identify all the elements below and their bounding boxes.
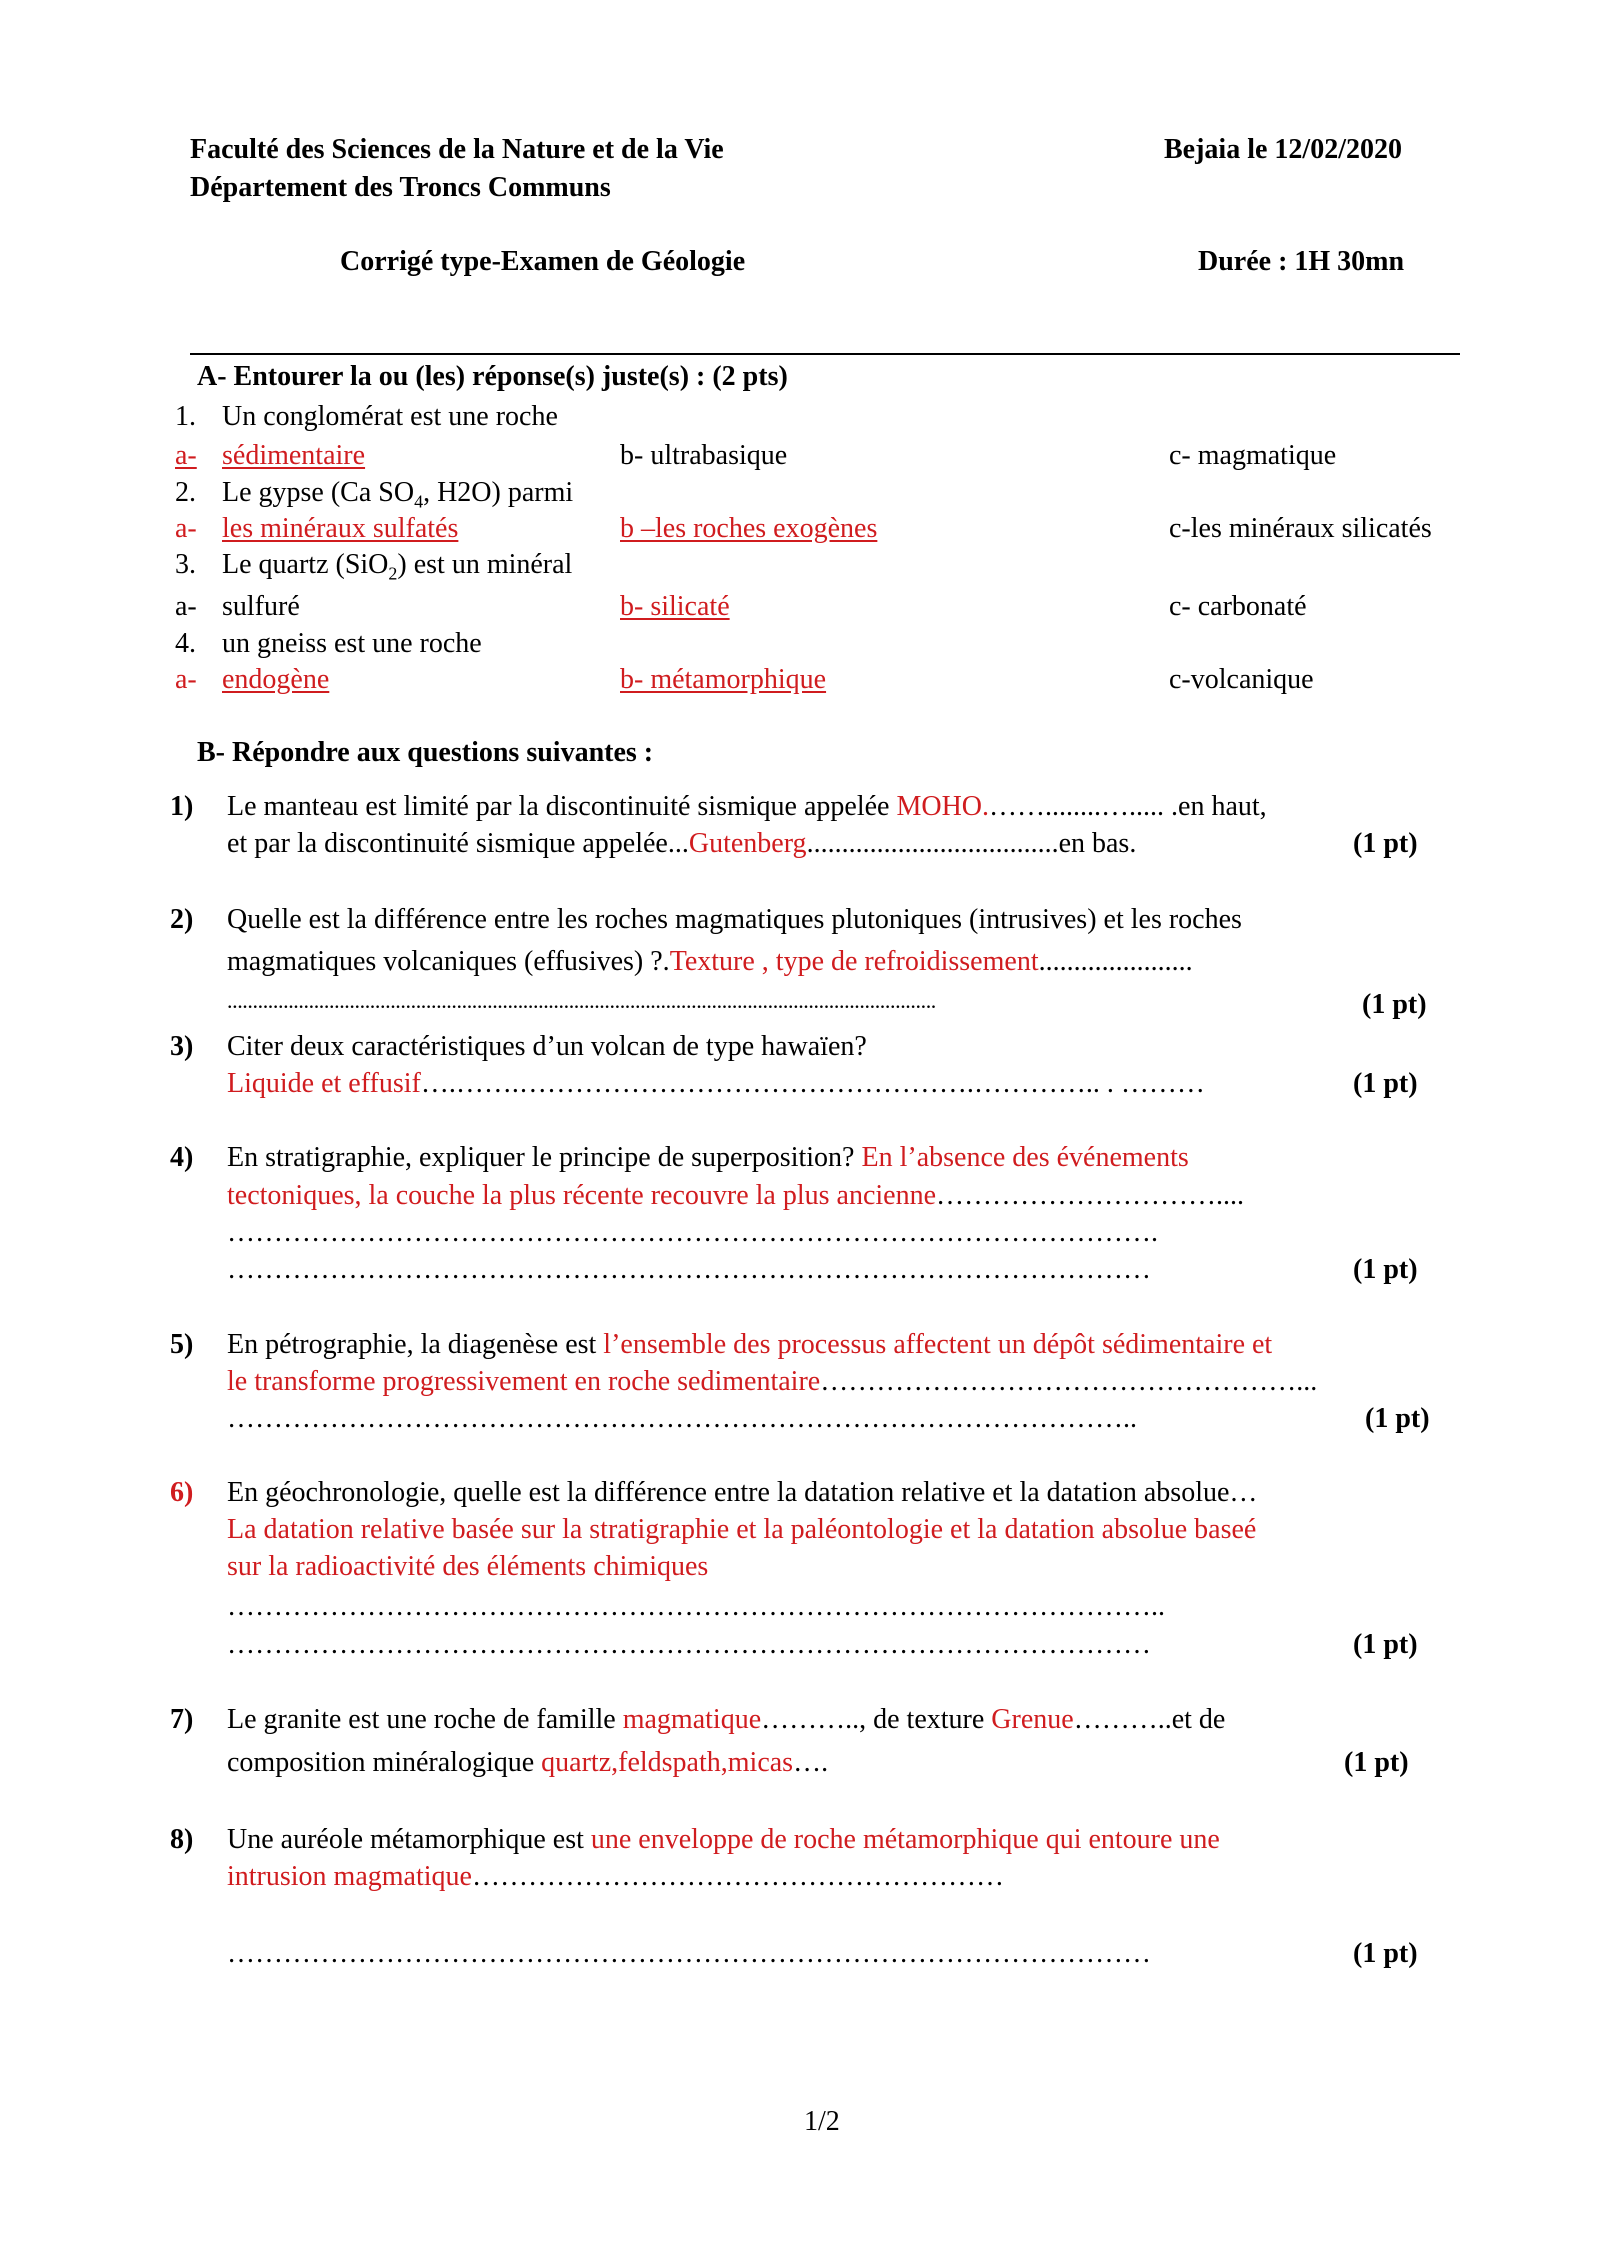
qa1-option-b: b- ultrabasique (620, 440, 788, 471)
qb3-line2: Liquide et effusif….…….………………………………………….………….. . ……… (227, 1068, 1205, 1099)
qb3-points: (1 pt) (1353, 1068, 1418, 1099)
qb4-answer-dots-1: ………………………………………………………………………………………. (227, 1217, 1158, 1248)
qb7-line2: composition minéralogique quartz,feldspath,micas…. (227, 1747, 829, 1778)
qa2-number: 2. (175, 477, 196, 508)
qb8-answer-dots: ……………………………………………………………………………………… (227, 1938, 1151, 1969)
page-number: 1/2 (804, 2106, 840, 2137)
qa1-number: 1. (175, 401, 196, 432)
qb5-line1: En pétrographie, la diagenèse est l’ensemble des processus affectent un dépôt sédimentaire et (227, 1329, 1273, 1360)
qa2-option-a: les minéraux sulfatés (222, 513, 459, 544)
qb2-number: 2) (170, 904, 194, 935)
qa4-option-b: b- métamorphique (620, 664, 827, 695)
qa4-number: 4. (175, 628, 196, 659)
qb4-line2: tectoniques, la couche la plus récente recouvre la plus ancienne………………………….... (227, 1180, 1245, 1211)
qb3-line1: Citer deux caractéristiques d’un volcan de type hawaïen? (227, 1031, 867, 1062)
qb8-line1: Une auréole métamorphique est une enveloppe de roche métamorphique qui entoure une (227, 1824, 1220, 1855)
qb6-line1: En géochronologie, quelle est la différence entre la datation relative et la datation absolue… (227, 1477, 1258, 1508)
qa3-number: 3. (175, 549, 196, 580)
qa3-option-c: c- carbonaté (1169, 591, 1307, 622)
qb4-points: (1 pt) (1353, 1254, 1418, 1285)
qa4-option-a-letter: a- (175, 664, 197, 695)
qb5-answer-dots: …………………………………………………………………………………….. (227, 1403, 1137, 1434)
department-name: Département des Troncs Communs (190, 172, 611, 203)
qb4-answer-dots-2: ……………………………………………………………………………………… (227, 1254, 1151, 1285)
qb5-line2: le transforme progressivement en roche sedimentaire……………………………………………... (227, 1366, 1318, 1397)
qb6-answer-line2: sur la radioactivité des éléments chimiques (227, 1551, 709, 1582)
qb7-number: 7) (170, 1704, 194, 1735)
qb7-points: (1 pt) (1344, 1747, 1409, 1778)
qb1-points: (1 pt) (1353, 828, 1418, 859)
exam-title: Corrigé type-Examen de Géologie (340, 246, 746, 277)
qb5-points: (1 pt) (1365, 1403, 1430, 1434)
qa1-option-a: sédimentaire (222, 440, 366, 471)
faculty-name: Faculté des Sciences de la Nature et de la Vie (190, 134, 724, 165)
qb6-points: (1 pt) (1353, 1629, 1418, 1660)
section-a-title: A- Entourer la ou (les) réponse(s) juste(s) : (2 pts) (197, 361, 788, 392)
qa2-option-a-letter: a- (175, 513, 197, 544)
qa3-option-a: sulfuré (222, 591, 300, 622)
qa2-option-b: b –les roches exogènes (620, 513, 878, 544)
qa3-option-a-letter: a- (175, 591, 197, 622)
qa4-option-c: c-volcanique (1169, 664, 1314, 695)
qb1-line1: Le manteau est limité par la discontinuité sismique appelée MOHO.……........…..... .en haut, (227, 791, 1267, 822)
qa1-option-a-letter: a- (175, 440, 197, 471)
exam-duration: Durée : 1H 30mn (1198, 246, 1405, 277)
qb6-answer-dots-1: ……………………………………………………………………………………….. (227, 1591, 1165, 1622)
qb8-number: 8) (170, 1824, 194, 1855)
qa2-stem: Le gypse (Ca $SO_4$, H2O) parmi (222, 477, 574, 512)
qa4-stem: un gneiss est une roche (222, 628, 482, 659)
qb6-answer-dots-2: ……………………………………………………………………………………… (227, 1629, 1151, 1660)
section-b-title: B- Répondre aux questions suivantes : (197, 737, 654, 768)
qa3-option-b: b- silicaté (620, 591, 730, 622)
qa1-stem: Un conglomérat est une roche (222, 401, 558, 432)
qa3-stem: Le quartz (SiO$_2$) est un minéral (222, 549, 573, 584)
qb6-answer-line1: La datation relative basée sur la stratigraphie et la paléontologie et la datation absolue baseé (227, 1514, 1257, 1545)
qa1-option-c: c- magmatique (1169, 440, 1337, 471)
qb1-line2: et par la discontinuité sismique appelée...Gutenberg....................................en bas. (227, 828, 1137, 859)
qb5-number: 5) (170, 1329, 194, 1360)
qb2-answer-dots: ........................................................................................................................................... (227, 988, 936, 1013)
place-date: Bejaia le 12/02/2020 (1164, 134, 1402, 165)
qb8-line2: intrusion magmatique………………………………………………… (227, 1861, 1004, 1892)
qb8-points: (1 pt) (1353, 1938, 1418, 1969)
qb2-line1: Quelle est la différence entre les roches magmatiques plutoniques (intrusives) et les roches (227, 904, 1242, 935)
qb2-line2: magmatiques volcaniques (effusives) ?.Texture , type de refroidissement...................... (227, 946, 1193, 977)
qb4-line1: En stratigraphie, expliquer le principe de superposition? En l’absence des événements (227, 1142, 1189, 1173)
qb3-number: 3) (170, 1031, 194, 1062)
qb1-number: 1) (170, 791, 194, 822)
qb4-number: 4) (170, 1142, 194, 1173)
qa2-option-c: c-les minéraux silicatés (1169, 513, 1432, 544)
qb7-line1: Le granite est une roche de famille magmatique……….., de texture Grenue………..et de (227, 1704, 1226, 1735)
qb6-number: 6) (170, 1477, 194, 1508)
qb2-points: (1 pt) (1362, 989, 1427, 1020)
header-rule (190, 353, 1460, 355)
qa4-option-a: endogène (222, 664, 330, 695)
